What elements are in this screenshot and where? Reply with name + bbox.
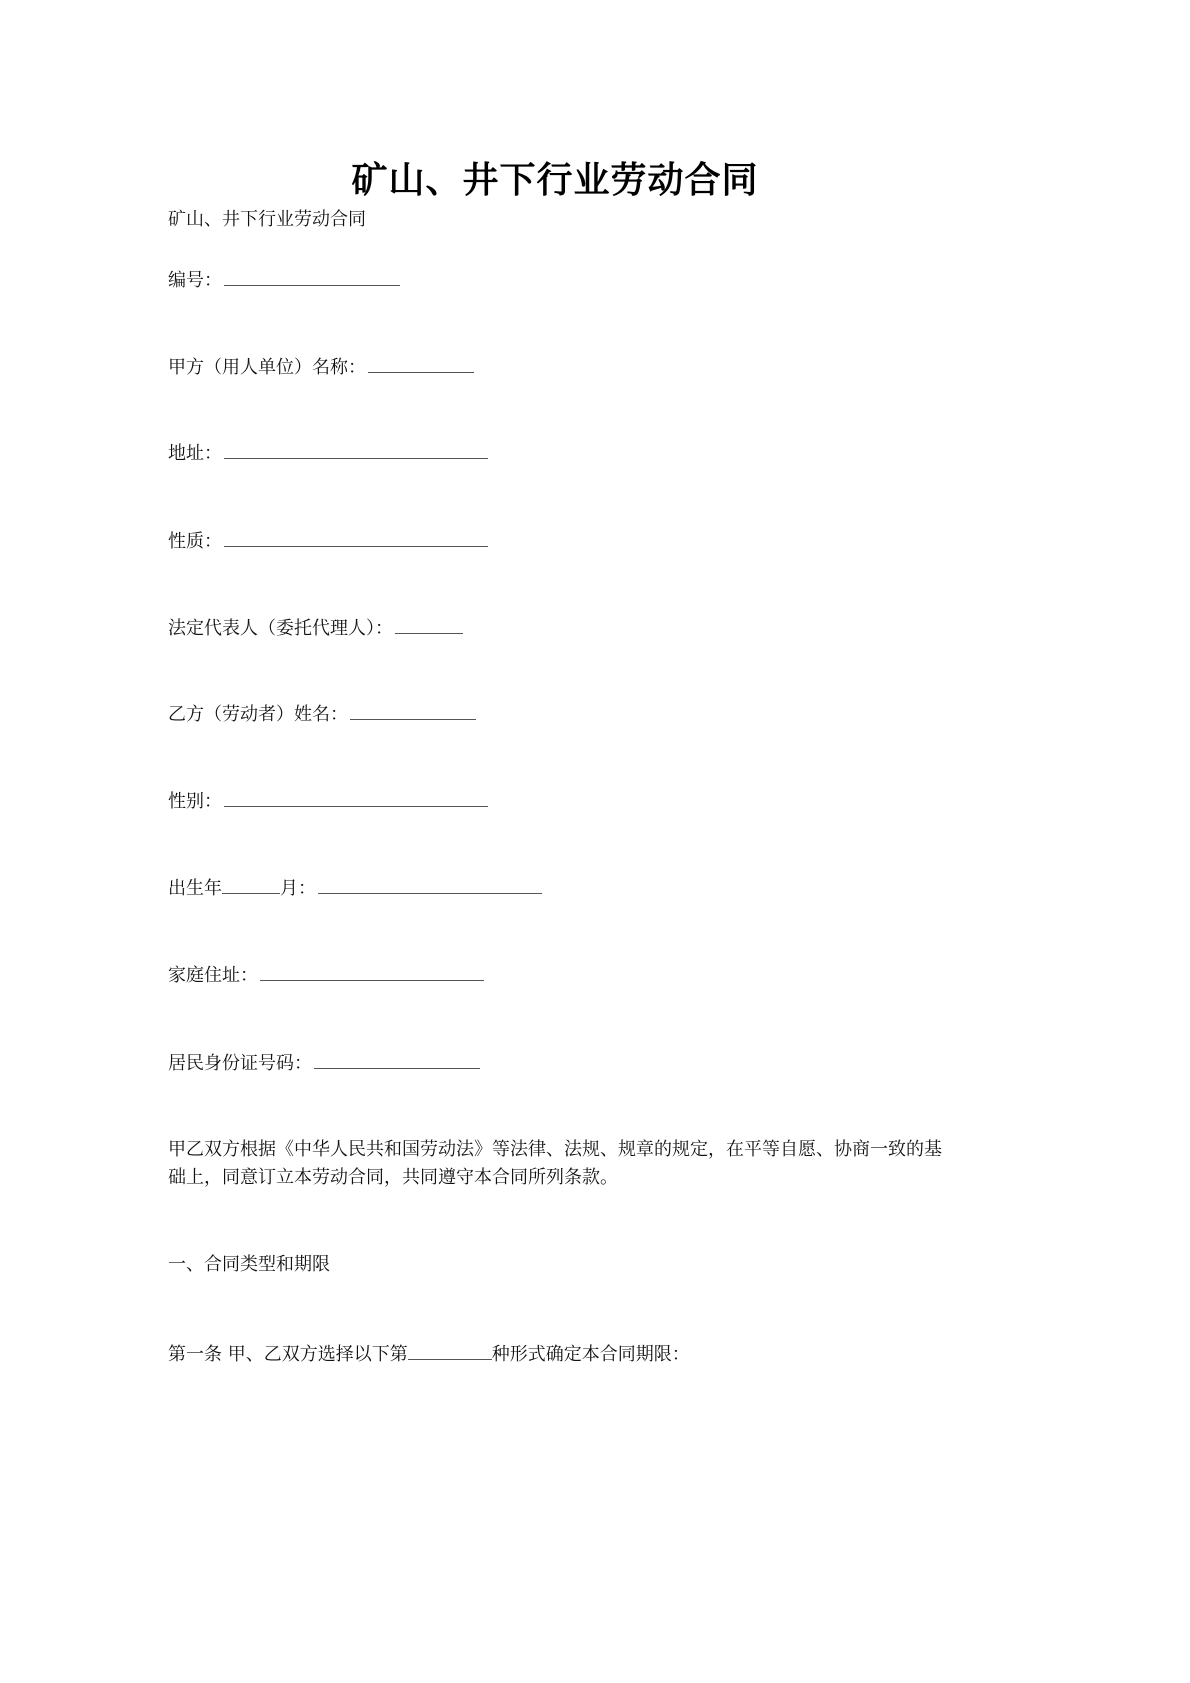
field-label: 家庭住址： (168, 965, 258, 986)
field-birth-date (168, 873, 542, 903)
field-contract-number (168, 265, 400, 295)
document-subtitle: 矿山、井下行业劳动合同 (168, 209, 366, 230)
field-address (168, 438, 488, 468)
field-label: 居民身份证号码： (168, 1053, 312, 1074)
field-gender (168, 786, 488, 816)
nature-blank[interactable] (224, 526, 488, 547)
field-label: 地址： (168, 443, 222, 464)
birth-year-blank[interactable] (222, 873, 280, 894)
field-label: 甲方（用人单位）名称： (168, 357, 366, 378)
section-1-heading: 一、合同类型和期限 (168, 1254, 330, 1275)
document-title: 矿山、井下行业劳动合同 (351, 160, 759, 201)
field-employer-name (168, 352, 474, 382)
article-1-suffix: 种形式确定本合同期限： (491, 1344, 690, 1365)
field-nature (168, 526, 488, 556)
legal-representative-blank[interactable] (395, 613, 463, 634)
address-blank[interactable] (224, 438, 488, 459)
field-home-address (168, 960, 484, 990)
field-label: 性别： (168, 791, 222, 812)
field-label: 乙方（劳动者）姓名： (168, 704, 348, 725)
article-1-prefix: 第一条 甲、乙双方选择以下第 (168, 1344, 408, 1365)
field-id-number (168, 1048, 480, 1078)
birth-month-blank[interactable] (318, 873, 542, 894)
contract-form-blank[interactable] (408, 1339, 492, 1360)
field-label: 法定代表人（委托代理人）： (168, 618, 393, 639)
intro-paragraph: 甲乙双方根据《中华人民共和国劳动法》等法律、法规、规章的规定，在平等自愿、协商一致的基础上，同意订立本劳动合同，共同遵守本合同所列条款。 (168, 1139, 942, 1188)
employee-name-blank[interactable] (350, 699, 476, 720)
field-label: 编号： (168, 270, 222, 291)
employer-name-blank[interactable] (368, 352, 474, 373)
field-label: 性质： (168, 531, 222, 552)
contract-number-blank[interactable] (224, 265, 400, 286)
gender-blank[interactable] (224, 786, 488, 807)
field-label-month: 月： (280, 878, 316, 899)
field-legal-representative (168, 613, 463, 643)
home-address-blank[interactable] (260, 960, 484, 981)
field-employee-name (168, 699, 476, 729)
field-label: 出生年 (168, 878, 222, 899)
article-1 (168, 1339, 690, 1369)
id-number-blank[interactable] (314, 1048, 480, 1069)
